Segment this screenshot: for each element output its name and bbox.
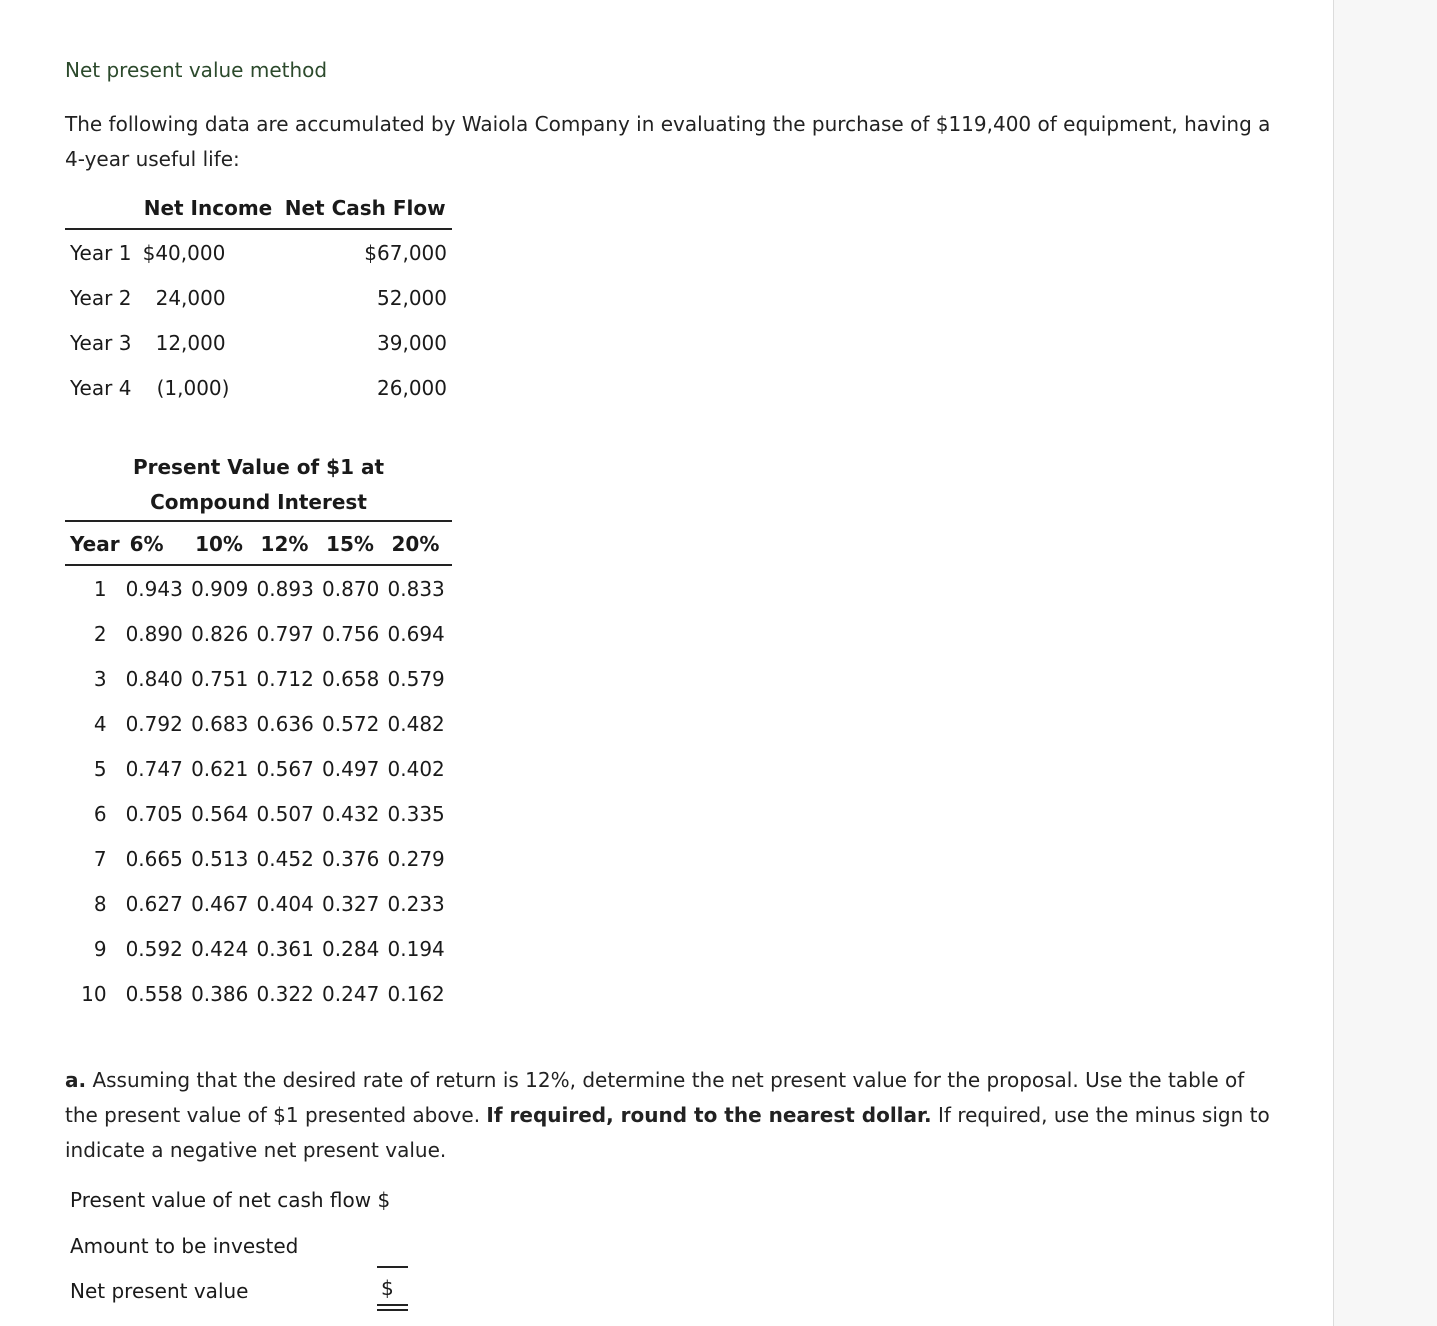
net-present-value-label: Net present value — [70, 1279, 249, 1303]
present-value-caption: Present Value of $1 at Compound Interest — [65, 450, 452, 521]
table-row — [65, 836, 452, 881]
pv-year: 1 — [93, 576, 107, 601]
total-double-rule-bottom — [377, 1309, 408, 1311]
net-income-value: 12,000 — [155, 330, 226, 355]
pv-value: 0.247 — [322, 981, 380, 1006]
pv-value: 0.705 — [125, 801, 183, 826]
table-row — [65, 611, 452, 656]
table-row — [65, 565, 452, 611]
pv-value: 0.792 — [125, 711, 183, 736]
pv-value: 0.386 — [191, 981, 249, 1006]
pv-header-20: 20% — [387, 521, 452, 565]
pv-value: 0.943 — [125, 576, 183, 601]
pv-header-10: 10% — [190, 521, 255, 565]
npv-currency-symbol: $ — [381, 1276, 394, 1300]
pv-value: 0.893 — [256, 576, 314, 601]
table-row — [65, 746, 452, 791]
pv-value: 0.579 — [387, 666, 445, 691]
pv-value: 0.840 — [125, 666, 183, 691]
pv-header-15: 15% — [321, 521, 386, 565]
net-income-value: $40,000 — [142, 240, 226, 265]
pv-value: 0.424 — [191, 936, 249, 961]
table-row — [65, 365, 452, 410]
pv-value: 0.432 — [322, 801, 380, 826]
pv-net-cash-flow-row — [70, 1188, 390, 1212]
pv-value: 0.558 — [125, 981, 183, 1006]
question-text: Assuming that the desired rate of return is 12%, determine the net present value for the proposal. Use the table of the present value of $1 presented above. — [65, 1068, 1245, 1127]
pv-value: 0.564 — [191, 801, 249, 826]
net-cash-flow-value: 26,000 — [377, 375, 447, 400]
pv-value: 0.322 — [256, 981, 314, 1006]
pv-year: 9 — [93, 936, 107, 961]
pv-value: 0.909 — [191, 576, 249, 601]
right-scroll-rail — [1333, 0, 1437, 1326]
pv-year: 3 — [93, 666, 107, 691]
pv-value: 0.636 — [256, 711, 314, 736]
year-label: Year 1 — [70, 240, 132, 265]
year-label: Year 2 — [70, 285, 132, 310]
pv-value: 0.404 — [256, 891, 314, 916]
year-label: Year 4 — [70, 375, 132, 400]
pv-value: 0.627 — [125, 891, 183, 916]
question-rounding-note: If required, round to the nearest dollar. — [486, 1103, 932, 1127]
pv-value: 0.870 — [322, 576, 380, 601]
pv-value: 0.694 — [387, 621, 445, 646]
net-present-value-row — [70, 1279, 248, 1303]
pv-value: 0.658 — [322, 666, 380, 691]
pv-value: 0.683 — [191, 711, 249, 736]
pv-value: 0.279 — [387, 846, 445, 871]
pv-year: 5 — [93, 756, 107, 781]
pv-value: 0.233 — [387, 891, 445, 916]
table-row — [65, 701, 452, 746]
net-cash-flow-value: $67,000 — [364, 240, 447, 265]
pv-value: 0.194 — [387, 936, 445, 961]
pv-header-6: 6% — [125, 521, 190, 565]
pv-year: 6 — [93, 801, 107, 826]
amount-invested-label: Amount to be invested — [70, 1234, 299, 1258]
table-row — [65, 881, 452, 926]
pv-value: 0.797 — [256, 621, 314, 646]
pv-value: 0.567 — [256, 756, 314, 781]
pv-value: 0.621 — [191, 756, 249, 781]
cash-flow-header-blank — [65, 190, 138, 229]
pv-header-year: Year — [65, 521, 125, 565]
pv-header-12: 12% — [256, 521, 321, 565]
problem-title: Net present value method — [65, 58, 328, 82]
question-sign-note: If required, use the minus sign to indicate a negative net present value. — [65, 1103, 1270, 1162]
pv-value: 0.335 — [387, 801, 445, 826]
year-label: Year 3 — [70, 330, 132, 355]
table-row — [65, 275, 452, 320]
table-row — [65, 971, 452, 1016]
pv-net-cash-flow-label: Present value of net cash flow — [70, 1188, 372, 1212]
net-cash-flow-value: 39,000 — [377, 330, 447, 355]
pv-year: 4 — [93, 711, 107, 736]
table-row — [65, 791, 452, 836]
pv-year: 8 — [93, 891, 107, 916]
present-value-table — [65, 450, 452, 1016]
pv-value: 0.826 — [191, 621, 249, 646]
pv-year: 2 — [93, 621, 107, 646]
pv-value: 0.747 — [125, 756, 183, 781]
question-label: a. — [65, 1068, 87, 1092]
subtotal-rule — [377, 1266, 408, 1268]
pv-value: 0.452 — [256, 846, 314, 871]
pv-value: 0.162 — [387, 981, 445, 1006]
pv-value: 0.361 — [256, 936, 314, 961]
pv-value: 0.833 — [387, 576, 445, 601]
amount-invested-row — [70, 1234, 298, 1258]
pv-value: 0.592 — [125, 936, 183, 961]
total-double-rule-top — [377, 1304, 408, 1306]
table-row — [65, 656, 452, 701]
net-income-value: (1,000) — [156, 375, 230, 400]
pv-value: 0.402 — [387, 756, 445, 781]
pv-value: 0.376 — [322, 846, 380, 871]
question-a — [65, 1063, 1280, 1168]
pv-value: 0.751 — [191, 666, 249, 691]
pv-value: 0.507 — [256, 801, 314, 826]
pv-value: 0.756 — [322, 621, 380, 646]
cash-flow-table — [65, 190, 452, 410]
pv-value: 0.497 — [322, 756, 380, 781]
pv-value: 0.482 — [387, 711, 445, 736]
pv-currency-symbol: $ — [377, 1188, 391, 1212]
pv-value: 0.712 — [256, 666, 314, 691]
pv-year: 7 — [93, 846, 107, 871]
pv-value: 0.890 — [125, 621, 183, 646]
pv-value: 0.467 — [191, 891, 249, 916]
table-row — [65, 229, 452, 275]
pv-value: 0.572 — [322, 711, 380, 736]
pv-value: 0.327 — [322, 891, 380, 916]
pv-year: 10 — [81, 981, 107, 1006]
net-cash-flow-value: 52,000 — [377, 285, 447, 310]
table-row — [65, 926, 452, 971]
pv-value: 0.665 — [125, 846, 183, 871]
net-income-header: Net Income — [138, 190, 279, 229]
pv-value: 0.284 — [322, 936, 380, 961]
table-row — [65, 320, 452, 365]
net-income-value: 24,000 — [155, 285, 226, 310]
problem-intro: The following data are accumulated by Waiola Company in evaluating the purchase of $119,400 of equipment, having a 4-year useful life: — [65, 112, 1271, 171]
net-cash-flow-header: Net Cash Flow — [278, 190, 452, 229]
pv-value: 0.513 — [191, 846, 249, 871]
